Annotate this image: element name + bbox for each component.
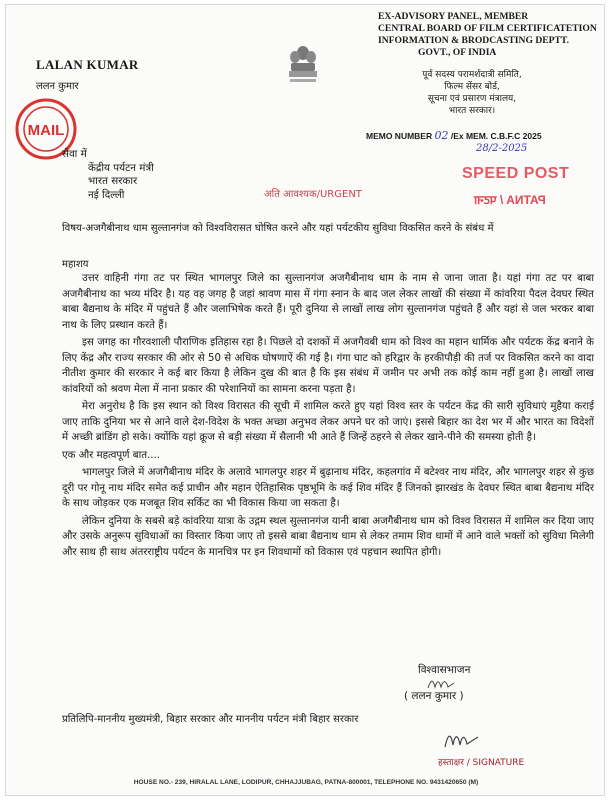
body-paragraph: उत्तर वाहिनी गंगा तट पर स्थित भागलपुर जिले का सुल्तानगंज अजगैबीनाथ धाम के नाम से जाना जाता है। यहां गंगा तट पर बाबा अजगैबीनाथ का भव्य मंदिर है। यह वह जगह है जहां श्रावण मास में गंगा स्नान के बाद जल लेकर लाखों की संख्या में कांवरिया पैदल देवघर स्थित बाबा बैद्यनाथ के मंदिर में पहुंचते हैं और जलाभिषेक करते हैं। पूरी दुनिया से लाखों लाख लोग सुल्तानगंज पहुंचते हैं और यहां से जल भरकर बाबा नाथ के लिए प्रस्थान करते हैं। (62, 273, 594, 331)
letter-page (5, 4, 605, 796)
office-designation-hindi (382, 69, 562, 117)
body-paragraph: मेरा अनुरोध है कि इस स्थान को विश्व विरासत की सूची में शामिल करते हुए यहां विश्व स्तर के पर्यटन केंद्र की सारी सुविधाएं मुहैया कराई जाए ताकि दुनिया भर से आने वाले देश-विदेश के भक्त अच्छा अनुभव लेकर अपने घर को जाएं। इससे बिहार का देश भर में और भारत का विदेशों में अच्छी ब्रांडिंग हो सके। क्योंकि यहां क्रूज से बड़ी संख्या में सैलानी भी आते हैं जिन्हें ठहरने से लेकर खाने-पीने की समस्या होती है। (62, 401, 594, 443)
national-emblem-icon (286, 43, 320, 91)
subject-line: विषय-अजगैबीनाथ धाम सुल्तानगंज को विश्वविरासत घोषित करने और यहां पर्यटकीय सुविधा विकसित करने के संबंध में (62, 223, 494, 234)
footer-address: HOUSE NO.- 239, HIRALAL LANE, LODIPUR, CHHAJJUBAG, PATNA-800001, TELEPHONE NO. 9431420650 (M) (133, 779, 479, 786)
office-line: GOVT., OF INDIA (418, 47, 497, 58)
office-line-hi: पूर्व सदस्य परामर्शदात्री समिति, (422, 70, 522, 80)
closing-name: ( ललन कुमार ) (404, 690, 464, 702)
memo-label: MEMO NUMBER (366, 131, 433, 141)
body-paragraph: एक और महत्वपूर्ण बात.... (62, 449, 160, 461)
body-paragraph: भागलपुर जिले में अजगैबीनाथ मंदिर के अलावे भागलपुर शहर में बुढ़ानाथ मंदिर, कहलगांव में बटेश्वर नाथ मंदिर, और भागलपुर शहर से कुछ दूरी पर गोनू नाथ मंदिर समेत कई प्राचीन और महान ऐतिहासिक पृष्ठभूमि के कई शिव मंदिर हैं जिनको झारखंड के देवघर स्थित बाबा बैद्यनाथ मंदिर के साथ जोड़कर एक मजबूत शिव सर्किट का भी विकास किया जा सकता है। (62, 467, 594, 509)
addressee-block (62, 148, 154, 202)
sender-name-hindi: ललन कुमार (36, 81, 79, 92)
mail-stamp-text: MAIL (27, 122, 65, 139)
body-paragraph: इस जगह का गौरवशाली पौराणिक इतिहास रहा है। पिछले दो दशकों में अजगैवबी धाम को विश्व का महान धार्मिक और पर्यटक केंद्र बनाने के लिए केंद्र और राज्य सरकार की ओर से 50 से अधिक घोषणाऐं की गई है। गंगा घाट को हरिद्वार के हरकीपौड़ी की तर्ज पर विकसित करने का वादा नीतीश कुमार की सरकार ने कई बार किया है लेकिन दुख की बात है कि इस संबंध में जमीन पर अभी तक कोई काम नहीं हुआ है। लाखों लाख कांवरियों को श्रवण मेला में नाना प्रकार की परेशानियों का सामना करना पड़ता है। (62, 337, 594, 395)
patna-stamp: PATNA / पटना (474, 193, 546, 207)
signature-icon (442, 725, 482, 753)
body-paragraph: लेकिन दुनिया के सबसे बड़े कांवरिया यात्रा के उद्गम स्थल सुल्तानगंज यानी बाबा अजगैबीनाथ धाम को विश्व विरासत में शामिल कर दिया जाए और उसके अनुरूप सुविधाओं का विस्तार किया जाए तो इससे बाबा बैद्यनाथ धाम से लेकर तमाम शिव धामों में आने वाले भक्तों को सुविधा मिलेगी और साथ ही साथ अंतरराष्ट्रीय पर्यटन के मानचित्र पर इन शिवधामों को विकास एवं पहचान स्थापित होगी। (62, 515, 594, 558)
addressee-line: सेवा में (62, 148, 87, 160)
office-line: CENTRAL BOARD OF FILM CERTIFICATETION (378, 23, 597, 34)
office-line: INFORMATION & BRODCASTING DEPTT. (378, 35, 569, 46)
speed-post-stamp: SPEED POST (462, 165, 570, 182)
urgent-label: अति आवश्यक/URGENT (264, 189, 362, 200)
office-line-hi: फिल्म सेंसर बोर्ड, (444, 82, 500, 92)
sender-name-english: LALAN KUMAR (36, 57, 139, 72)
addressee-line: भारत सरकार (88, 175, 138, 188)
signature-label: हस्ताक्षर / SIGNATURE (438, 758, 525, 768)
office-line-hi: भारत सरकार। (448, 106, 496, 116)
addressee-line: नई दिल्ली (88, 188, 125, 201)
closing-label: विश्वासभाजन (418, 664, 471, 676)
memo-suffix: /Ex MEM. C.B.F.C 2025 (450, 131, 542, 141)
addressee-line: केंद्रीय पर्यटन मंत्री (88, 161, 154, 174)
salutation: महाशय (62, 259, 89, 270)
letter-body (62, 271, 594, 562)
office-line-hi: सूचना एवं प्रसारण मंत्रालय, (427, 94, 517, 104)
office-line: EX-ADVISORY PANEL, MEMBER (378, 11, 529, 22)
copy-to-line: प्रतिलिपि-माननीय मुख्यमंत्री, बिहार सरकार और माननीय पर्यटन मंत्री बिहार सरकार (62, 714, 359, 725)
office-designation-english (378, 11, 598, 59)
memo-number-handwritten: 02 (434, 129, 449, 142)
memo-date-handwritten: 28/2-2025 (476, 143, 528, 154)
memo-number (366, 129, 542, 142)
